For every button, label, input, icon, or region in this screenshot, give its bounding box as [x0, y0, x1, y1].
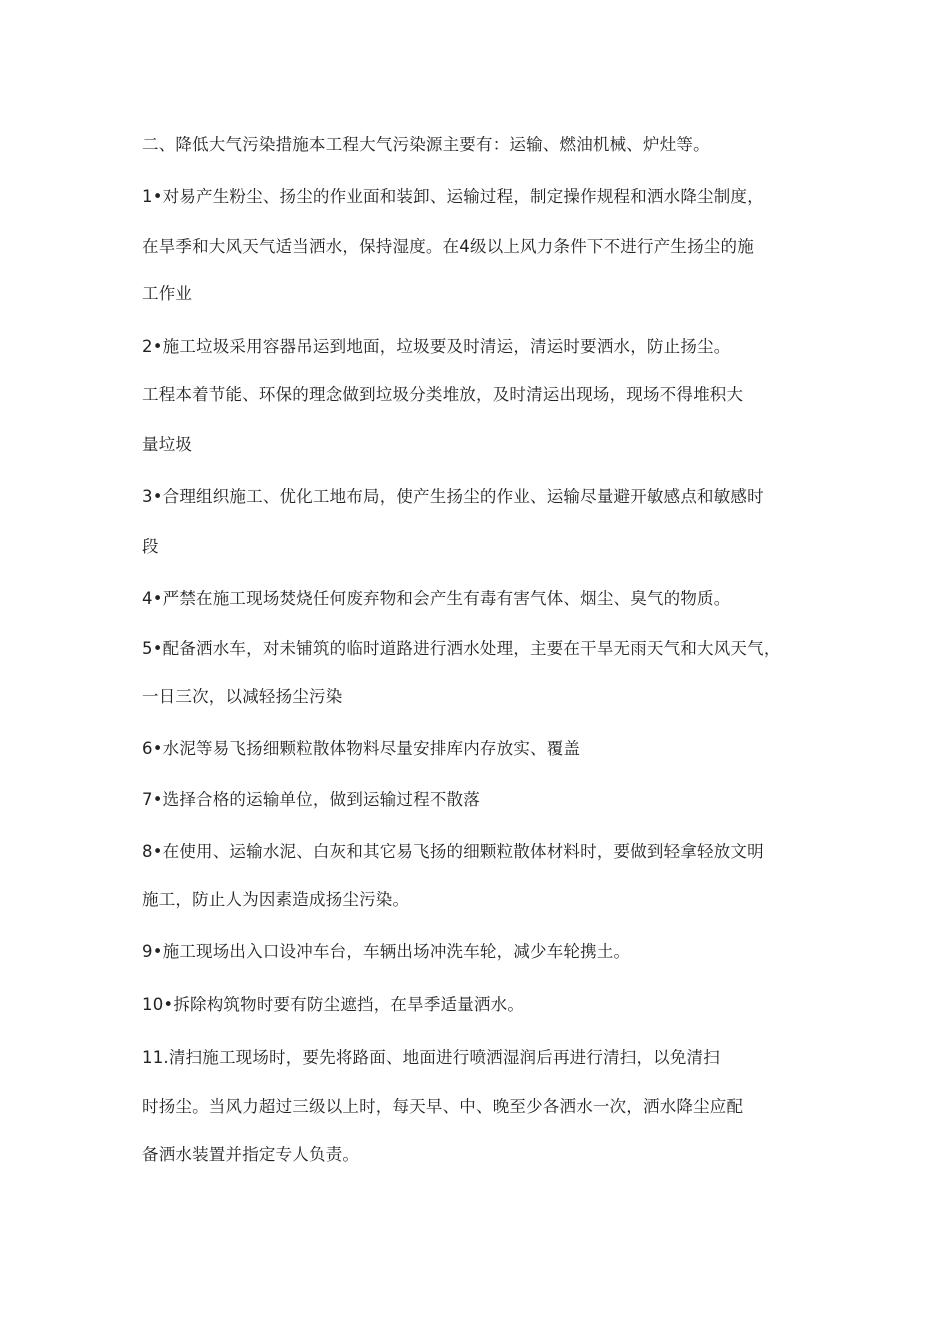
item-11-line-1: 11.清扫施工现场时，要先将路面、地面进行喷洒湿润后再进行清扫，以免清扫 [142, 1048, 720, 1067]
item-4-line-1: 4•严禁在施工现场焚烧任何废弃物和会产生有毒有害气体、烟尘、臭气的物质。 [142, 589, 731, 608]
item-7-line-1: 7•选择合格的运输单位，做到运输过程不散落 [142, 790, 480, 809]
item-2-line-1: 2•施工垃圾采用容器吊运到地面，垃圾要及时清运，清运时要洒水，防止扬尘。 [142, 337, 731, 356]
item-6-line-1: 6•水泥等易飞扬细颗粒散体物料尽量安排库内存放实、覆盖 [142, 739, 581, 758]
item-11-line-2: 时扬尘。当风力超过三级以上时，每天早、中、晚至少各洒水一次，洒水降尘应配 [142, 1097, 744, 1116]
item-5-line-1: 5•配备洒水车，对未铺筑的临时道路进行洒水处理，主要在干旱无雨天气和大风天气， [142, 639, 781, 658]
item-8-line-2: 施工，防止人为因素造成扬尘污染。 [142, 890, 410, 909]
item-5-line-2: 一日三次，以减轻扬尘污染 [142, 687, 343, 706]
item-1-line-3: 工作业 [142, 284, 193, 303]
section-heading: 二、降低大气污染措施本工程大气污染源主要有：运输、燃油机械、炉灶等。 [142, 135, 710, 154]
item-3-line-1: 3•合理组织施工、优化工地布局，使产生扬尘的作业、运输尽量避开敏感点和敏感时 [142, 487, 764, 506]
item-1-line-1: 1•对易产生粉尘、扬尘的作业面和装卸、运输过程，制定操作规程和洒水降尘制度， [142, 187, 764, 206]
item-2-line-3: 量垃圾 [142, 435, 193, 454]
item-9-line-1: 9•施工现场出入口设冲车台，车辆出场冲洗车轮，减少车轮携土。 [142, 942, 631, 961]
item-8-line-1: 8•在使用、运输水泥、白灰和其它易飞扬的细颗粒散体材料时，要做到轻拿轻放文明 [142, 842, 764, 861]
item-1-line-2: 在旱季和大风天气适当洒水，保持湿度。在4级以上风力条件下不进行产生扬尘的施 [142, 237, 754, 256]
item-2-line-2: 工程本着节能、环保的理念做到垃圾分类堆放，及时清运出现场，现场不得堆积大 [142, 385, 744, 404]
item-3-line-2: 段 [142, 537, 159, 556]
item-11-line-3: 备洒水装置并指定专人负责。 [142, 1145, 360, 1164]
item-10-line-1: 10•拆除构筑物时要有防尘遮挡，在旱季适量洒水。 [142, 995, 525, 1014]
